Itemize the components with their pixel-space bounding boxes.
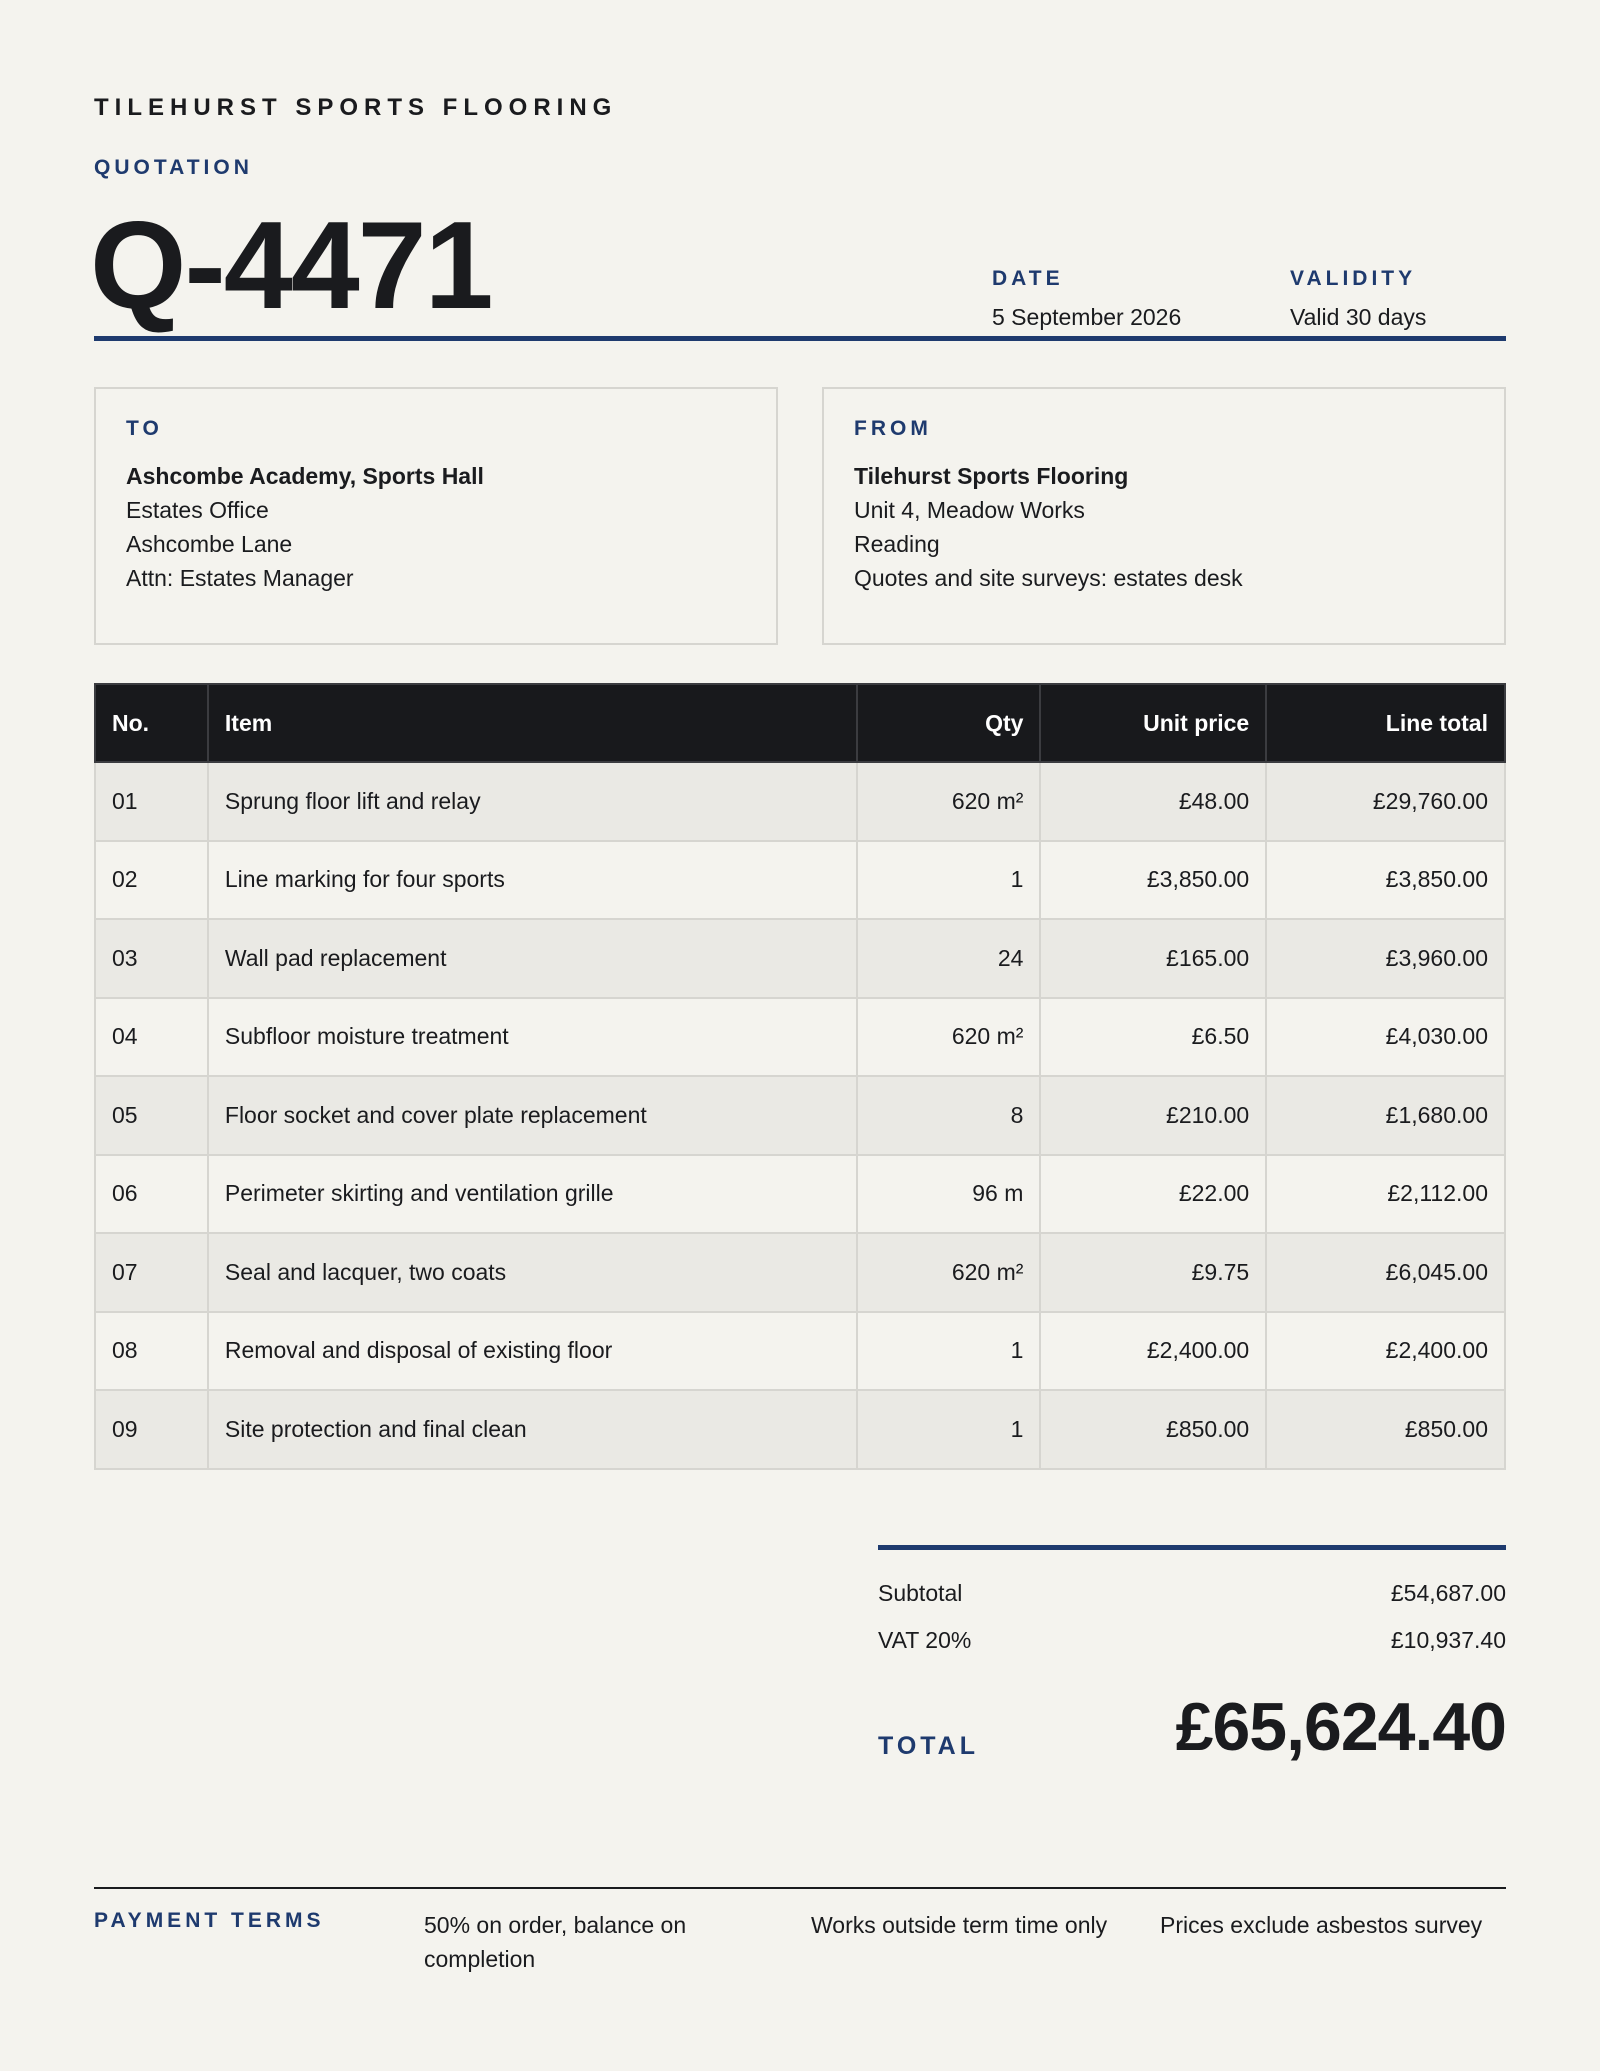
cell-no: 07 — [95, 1233, 208, 1312]
cell-unit-price: £3,850.00 — [1040, 841, 1266, 920]
subtotal-value: £54,687.00 — [1390, 1580, 1506, 1606]
cell-unit-price: £22.00 — [1040, 1155, 1266, 1234]
to-line: Estates Office — [126, 497, 269, 523]
cell-line-total: £2,400.00 — [1266, 1312, 1505, 1391]
vat-row — [878, 1627, 1506, 1654]
cell-qty: 620 m² — [857, 762, 1041, 841]
cell-qty: 1 — [857, 1390, 1041, 1469]
total-value: £65,624.40 — [1175, 1689, 1506, 1765]
payment-term: 50% on order, balance on completion — [424, 1912, 687, 1972]
cell-qty: 1 — [857, 1312, 1041, 1391]
cell-line-total: £2,112.00 — [1266, 1155, 1505, 1234]
cell-qty: 1 — [857, 841, 1041, 920]
cell-no: 02 — [95, 841, 208, 920]
cell-line-total: £850.00 — [1266, 1390, 1505, 1469]
totals-divider — [878, 1545, 1506, 1550]
from-line: Tilehurst Sports Flooring — [854, 463, 1129, 489]
payment-terms-label: PAYMENT TERMS — [94, 1909, 325, 1932]
table-row — [95, 1390, 1505, 1469]
to-line: Ashcombe Lane — [126, 531, 293, 557]
to-label: TO — [126, 417, 163, 440]
cell-unit-price: £9.75 — [1040, 1233, 1266, 1312]
payment-term: Prices exclude asbestos survey — [1160, 1912, 1483, 1938]
cell-qty: 8 — [857, 1076, 1041, 1155]
to-address-box — [94, 387, 778, 645]
cell-qty: 620 m² — [857, 998, 1041, 1077]
cell-no: 09 — [95, 1390, 208, 1469]
cell-unit-price: £2,400.00 — [1040, 1312, 1266, 1391]
cell-unit-price: £210.00 — [1040, 1076, 1266, 1155]
from-line: Quotes and site surveys: estates desk — [854, 565, 1243, 591]
cell-item: Sprung floor lift and relay — [208, 762, 857, 841]
table-row — [95, 762, 1505, 841]
cell-unit-price: £48.00 — [1040, 762, 1266, 841]
cell-item: Subfloor moisture treatment — [208, 998, 857, 1077]
from-label: FROM — [854, 417, 932, 440]
column-header-no: No. — [95, 684, 208, 762]
company-name: TILEHURST SPORTS FLOORING — [94, 94, 618, 121]
cell-no: 03 — [95, 919, 208, 998]
cell-no: 06 — [95, 1155, 208, 1234]
table-header-row — [95, 684, 1505, 762]
cell-item: Perimeter skirting and ventilation grille — [208, 1155, 857, 1234]
column-header-line-total: Line total — [1266, 684, 1505, 762]
cell-unit-price: £850.00 — [1040, 1390, 1266, 1469]
cell-item: Wall pad replacement — [208, 919, 857, 998]
from-address-box — [822, 387, 1506, 645]
payment-term: Works outside term time only — [811, 1912, 1108, 1938]
document-type: QUOTATION — [94, 156, 253, 179]
to-line: Ashcombe Academy, Sports Hall — [126, 463, 484, 489]
cell-no: 08 — [95, 1312, 208, 1391]
from-line: Unit 4, Meadow Works — [854, 497, 1085, 523]
column-header-item: Item — [208, 684, 857, 762]
table-row — [95, 1233, 1505, 1312]
cell-line-total: £29,760.00 — [1266, 762, 1505, 841]
cell-qty: 24 — [857, 919, 1041, 998]
title-divider — [94, 336, 1506, 341]
line-items-table — [94, 683, 1506, 1470]
date-value: 5 September 2026 — [992, 304, 1182, 330]
cell-item: Floor socket and cover plate replacement — [208, 1076, 857, 1155]
from-line: Reading — [854, 531, 940, 557]
cell-qty: 620 m² — [857, 1233, 1041, 1312]
cell-item: Site protection and final clean — [208, 1390, 857, 1469]
cell-line-total: £3,850.00 — [1266, 841, 1505, 920]
vat-label: VAT 20% — [878, 1627, 972, 1653]
cell-no: 01 — [95, 762, 208, 841]
column-header-qty: Qty — [857, 684, 1041, 762]
cell-item: Seal and lacquer, two coats — [208, 1233, 857, 1312]
cell-line-total: £6,045.00 — [1266, 1233, 1505, 1312]
validity-value: Valid 30 days — [1290, 304, 1427, 330]
subtotal-label: Subtotal — [878, 1580, 963, 1606]
cell-line-total: £1,680.00 — [1266, 1076, 1505, 1155]
cell-no: 04 — [95, 998, 208, 1077]
cell-item: Removal and disposal of existing floor — [208, 1312, 857, 1391]
cell-line-total: £3,960.00 — [1266, 919, 1505, 998]
validity-label: VALIDITY — [1290, 267, 1417, 290]
to-line: Attn: Estates Manager — [126, 565, 354, 591]
column-header-unit-price: Unit price — [1040, 684, 1266, 762]
table-row — [95, 998, 1505, 1077]
table-row — [95, 1312, 1505, 1391]
date-label: DATE — [992, 267, 1064, 290]
cell-item: Line marking for four sports — [208, 841, 857, 920]
total-label: TOTAL — [878, 1732, 980, 1760]
quotation-number: Q-4471 — [90, 197, 492, 335]
footer-divider — [94, 1887, 1506, 1889]
table-row — [95, 1076, 1505, 1155]
cell-no: 05 — [95, 1076, 208, 1155]
table-row — [95, 841, 1505, 920]
cell-line-total: £4,030.00 — [1266, 998, 1505, 1077]
table-row — [95, 919, 1505, 998]
cell-unit-price: £6.50 — [1040, 998, 1266, 1077]
cell-unit-price: £165.00 — [1040, 919, 1266, 998]
subtotal-row — [878, 1580, 1506, 1607]
table-row — [95, 1155, 1505, 1234]
vat-value: £10,937.40 — [1390, 1627, 1506, 1653]
cell-qty: 96 m — [857, 1155, 1041, 1234]
